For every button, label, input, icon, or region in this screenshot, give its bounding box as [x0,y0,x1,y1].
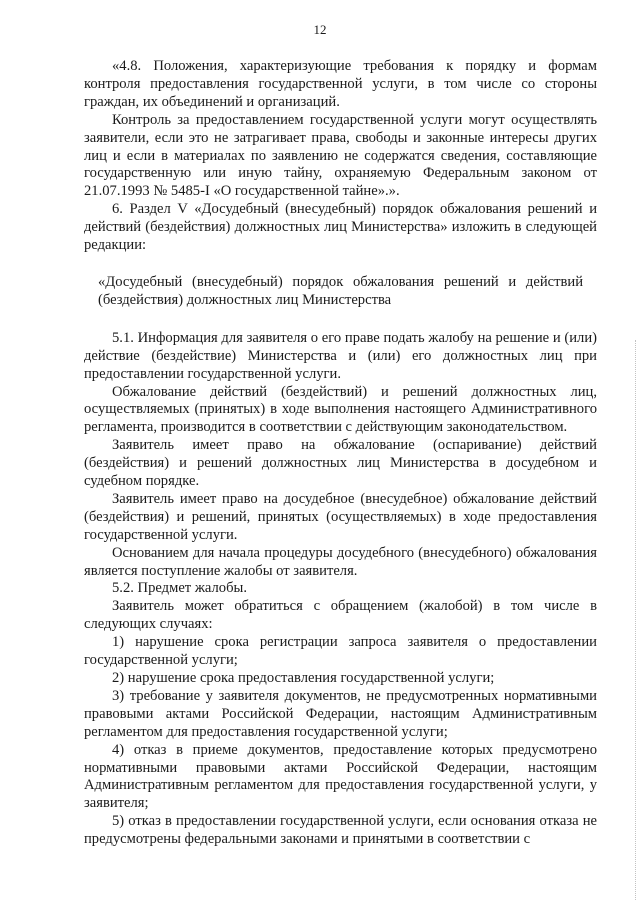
list-item-4: 4) отказ в приеме документов, предоставление которых предусмотрено нормативными правовыми актами Российской Федерации, настоящим Административным регламентом для предоставления государственной услуги, у заявителя; [84,741,597,812]
paragraph-cases-intro: Заявитель может обратиться с обращением (жалобой) в том числе в следующих случаях: [84,598,597,633]
paragraph-4-8-title: «4.8. Положения, характеризующие требования к порядку и формам контроля предоставления государственной услуги, в том числе со стороны граждан, их объединений и организаций. [84,58,597,110]
list-item-2: 2) нарушение срока предоставления государственной услуги; [112,670,495,686]
paragraph-pretrial-right: Заявитель имеет право на досудебное (внесудебное) обжалование действий (бездействия) и решений, принятых (осуществляемых) в ходе предоставления государственной услуги. [84,490,597,543]
list-item-1: 1) нарушение срока регистрации запроса заявителя о предоставлении государственной услуги; [84,634,597,669]
paragraph-5-2: 5.2. Предмет жалобы. [112,580,247,597]
document-body [84,58,597,849]
paragraph-section-6: 6. Раздел V «Досудебный (внесудебный) порядок обжалования решений и действий (бездействия) должностных лиц Министерства» изложить в следующей редакции: [84,201,597,254]
paragraph-right-to-appeal: Заявитель имеет право на обжалование (оспаривание) действий (бездействия) и решений должностных лиц Министерства в досудебном и судебном порядке. [84,437,597,490]
scan-edge-artifact [633,340,636,900]
paragraph-control: Контроль за предоставлением государственной услуги могут осуществлять заявители, если это не затрагивает права, свободы и законные интересы других лиц и если в материалах по заявлению не содержатся сведения, составляющие государственную или иную тайну, охраняемую Федеральным законом от 21.07.1993 № 5485-I «О государственной тайне».». [84,111,597,200]
paragraph-5-1: 5.1. Информация для заявителя о его праве подать жалобу на решение и (или) действие (бездействие) Министерства и (или) его должностных лиц при предоставлении государственной услуги. [84,329,597,382]
list-item-3: 3) требование у заявителя документов, не предусмотренных нормативными правовыми актами Российской Федерации, настоящим Административным регламентом для предоставления государственной услуги; [84,687,597,740]
page-number: 12 [313,22,327,37]
list-item-5: 5) отказ в предоставлении государственной услуги, если основания отказа не предусмотрены федеральными законами и принятыми в соответствии с [84,813,597,848]
paragraph-appeal-procedure: Обжалование действий (бездействий) и решений должностных лиц, осуществляемых (принятых) в ходе выполнения настоящего Административного регламента, производится в соответствии с действующим законодательством. [84,383,597,436]
section-heading: «Досудебный (внесудебный) порядок обжалования решений и действий (бездействия) должностных лиц Министерства [98,273,583,308]
paragraph-grounds: Основанием для начала процедуры досудебного (внесудебного) обжалования является поступление жалобы от заявителя. [84,544,597,579]
